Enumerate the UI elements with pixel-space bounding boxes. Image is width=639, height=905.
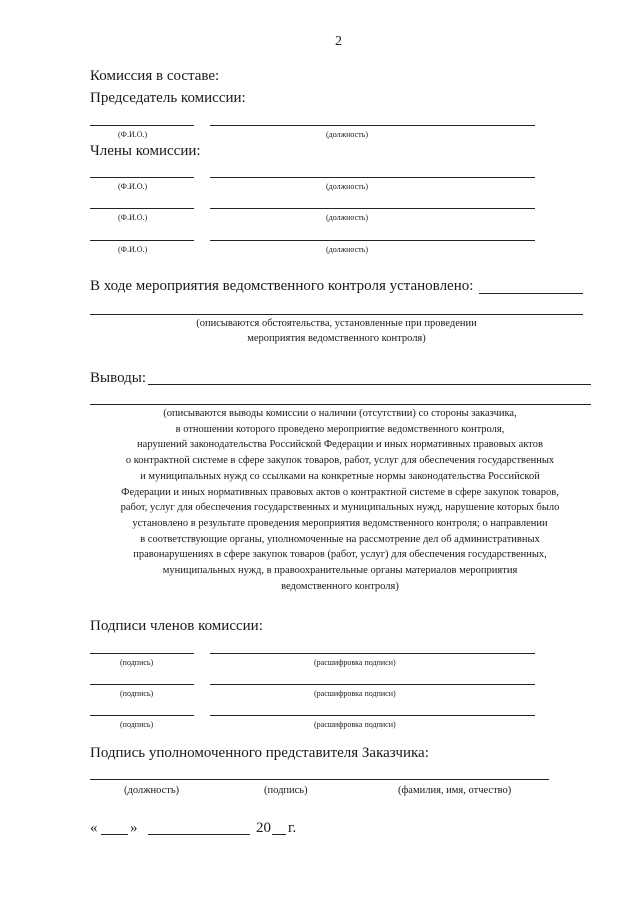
decoding-caption: (расшифровка подписи)	[314, 720, 396, 729]
member1-position-line	[210, 177, 535, 178]
signature-caption: (подпись)	[120, 658, 154, 667]
conclusions-note-line: ведомственного контроля)	[281, 580, 399, 592]
conclusions-note-line: и муниципальных нужд со ссылками на конкретные нормы законодательства Российской	[140, 470, 540, 482]
date-month-line	[148, 834, 250, 835]
fio-caption: (Ф.И.О.)	[118, 130, 148, 139]
position-caption: (должность)	[326, 245, 368, 254]
fio-caption: (Ф.И.О.)	[118, 213, 148, 222]
decoding1-line	[210, 653, 535, 654]
findings-note-line: (описываются обстоятельства, установленные при проведении	[196, 318, 477, 329]
page-number: 2	[335, 34, 342, 49]
conclusions-note-line: установлено в результате проведения мероприятия ведомственного контроля; о направлении	[132, 517, 548, 529]
conclusions-note-line: о контрактной системе в сфере закупок товаров, работ, услуг для обеспечения государственных	[125, 455, 555, 467]
chairman-label: Председатель комиссии:	[90, 90, 246, 106]
conclusions-label: Выводы:	[90, 370, 147, 386]
conclusions-note-line: (описываются выводы комиссии о наличии (отсутствии) со стороны заказчика,	[163, 408, 517, 419]
findings-label: В ходе мероприятия ведомственного контроля установлено:	[90, 278, 474, 294]
position-caption: (должность)	[326, 213, 368, 222]
signatures-label: Подписи членов комиссии:	[90, 618, 263, 634]
conclusions-inline-line	[148, 384, 591, 385]
member1-fio-line	[90, 177, 194, 178]
decoding-caption: (расшифровка подписи)	[314, 689, 396, 698]
member3-position-line	[210, 240, 535, 241]
signature-caption: (подпись)	[120, 720, 154, 729]
findings-inline-line	[479, 293, 583, 294]
conclusions-note-line: в соответствующие органы, уполномоченные на рассмотрение дел об административных	[140, 533, 540, 545]
customer-signature-label: Подпись уполномоченного представителя Заказчика:	[90, 745, 429, 761]
findings-full-line	[90, 314, 583, 315]
position-caption: (должность)	[326, 182, 368, 191]
conclusions-note-line: работ, услуг для обеспечения государственных и муниципальных нужд, нарушение которых было	[120, 502, 560, 514]
decoding-caption: (расшифровка подписи)	[314, 658, 396, 667]
conclusions-note-line: муниципальных нужд, в правоохранительные органы материалов мероприятия	[162, 565, 518, 577]
member2-position-line	[210, 208, 535, 209]
fio-caption: (Ф.И.О.)	[118, 182, 148, 191]
decoding3-line	[210, 715, 535, 716]
date-close-quote: »	[130, 820, 138, 836]
date-day-line	[101, 834, 128, 835]
date-year-prefix: 20	[256, 820, 271, 836]
member2-fio-line	[90, 208, 194, 209]
decoding2-line	[210, 684, 535, 685]
signature-caption: (подпись)	[120, 689, 154, 698]
member3-fio-line	[90, 240, 194, 241]
customer-signature-caption: (подпись)	[264, 785, 308, 796]
findings-note-line: мероприятия ведомственного контроля)	[247, 333, 426, 344]
conclusions-note-line: в отношении которого проведено мероприятие ведомственного контроля,	[175, 423, 505, 435]
signature2-line	[90, 684, 194, 685]
conclusions-note-line: Федерации и иных нормативных правовых актов о контрактной системе в сфере закупок товаров,	[121, 486, 559, 498]
conclusions-full-line	[90, 404, 591, 405]
customer-position-caption: (должность)	[124, 785, 180, 796]
customer-name-caption: (фамилия, имя, отчество)	[398, 785, 512, 796]
date-open-quote: «	[90, 820, 98, 836]
conclusions-note	[80, 406, 600, 594]
members-label: Члены комиссии:	[90, 143, 201, 159]
fio-caption: (Ф.И.О.)	[118, 245, 148, 254]
commission-heading: Комиссия в составе:	[90, 68, 220, 84]
signature1-line	[90, 653, 194, 654]
conclusions-note-line: нарушений законодательства Российской Федерации и иных нормативных правовых актов	[137, 439, 543, 451]
conclusions-note-line: правонарушениях в сфере закупок товаров (работ, услуг) для обеспечения государственных,	[133, 549, 547, 561]
customer-signature-line	[90, 779, 549, 780]
chairman-position-line	[210, 125, 535, 126]
chairman-fio-line	[90, 125, 194, 126]
position-caption: (должность)	[326, 130, 368, 139]
date-year-line	[272, 834, 286, 835]
signature3-line	[90, 715, 194, 716]
date-year-suffix: г.	[288, 820, 297, 836]
